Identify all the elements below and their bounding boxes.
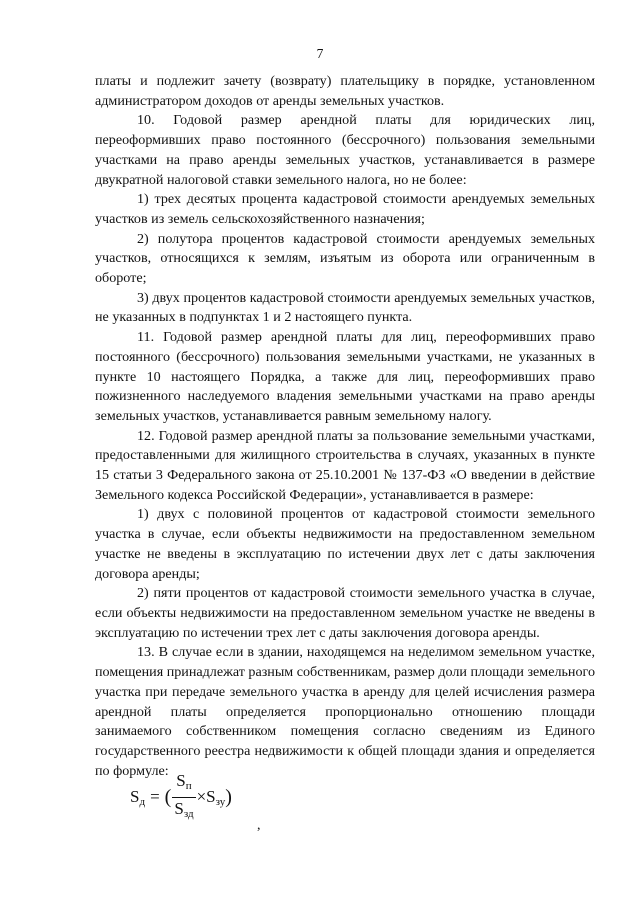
paragraph-item-10-1: 1) трех десятых процента кадастровой стоимости арендуемых земельных участков из земель сельскохозяйственного назначения; [95,191,595,227]
formula-factor: $S_{зу}$ [206,786,226,808]
formula-open-paren: ( [164,785,172,808]
paragraph-continuation: платы и подлежит зачету (возврату) плательщику в порядке, установленном администратором доходов от аренды земельных участков. [95,73,595,109]
paragraph-item-10-3: 3) двух процентов кадастровой стоимости арендуемых земельных участков, не указанных в подпунктах 1 и 2 настоящего пункта. [95,289,595,326]
formula-times: × [196,787,207,806]
formula-denominator: $S_{зд}$ [172,797,195,824]
paragraph-item-12-2: 2) пяти процентов от кадастровой стоимости земельного участка в случае, если объекты недвижимости на предоставленном земельном участке не введены в эксплуатацию по истечении трех лет с даты заключения договора аренды. [95,585,595,641]
paragraph-item-11: 11. Годовой размер арендной платы для лиц, переоформивших право постоянного (бессрочного) пользования земельными участками, не указанных в пункте 10 настоящего Порядка, а также для лиц, переоформивших право пожизненного наследуемого владения земельными участками на право аренды земельных участков, устанавливается равным земельному налогу. [95,329,595,424]
paragraph-item-10: 10. Годовой размер арендной платы для юридических лиц, переоформивших право постоянного (бессрочного) пользования земельными участками на право аренды земельных участков, устанавливается в размере двукратной налоговой ставки земельного налога, но не более: [95,112,595,188]
trailing-comma: , [257,818,261,833]
area-share-formula [130,767,232,827]
paragraph-item-12-1: 1) двух с половиной процентов от кадастровой стоимости земельного участка в случае, если объекты недвижимости на предоставленном земельном участке не введены в эксплуатацию по истечении двух лет с даты заключения договора аренды; [95,506,595,582]
paragraph-item-12: 12. Годовой размер арендной платы за пользование земельными участками, предоставленными для жилищного строительства в случаях, указанных в пункте 15 статьи 3 Федерального закона от 25.10.2001 № 137-ФЗ «О введении в действие Земельного кодекса Российской Федерации», устанавливается в размере: [95,427,595,503]
formula-equals: = [150,787,160,806]
paragraph-item-13: 13. В случае если в здании, находящемся на неделимом земельном участке, помещения принадлежат разным собственникам, размер доли площади земельного участка при передаче земельного участка в аренду для целей исчисления размера арендной платы определяется пропорционально отношению площади занимаемого собственником помещения согласно сведениям из Единого государственного реестра недвижимости к общей площади здания и определяется по формуле: [95,644,595,779]
formula-close-paren: ) [225,785,232,808]
formula-lhs: $S_д$ [130,786,146,808]
page-number: 7 [316,46,324,61]
document-body [95,72,595,781]
paragraph-item-10-2: 2) полутора процентов кадастровой стоимости арендуемых земельных участков, относящихся к землям, изъятым из оборота или ограниченным в обороте; [95,230,595,287]
formula-numerator: $S_п$ [176,770,192,792]
formula-fraction [172,771,195,824]
